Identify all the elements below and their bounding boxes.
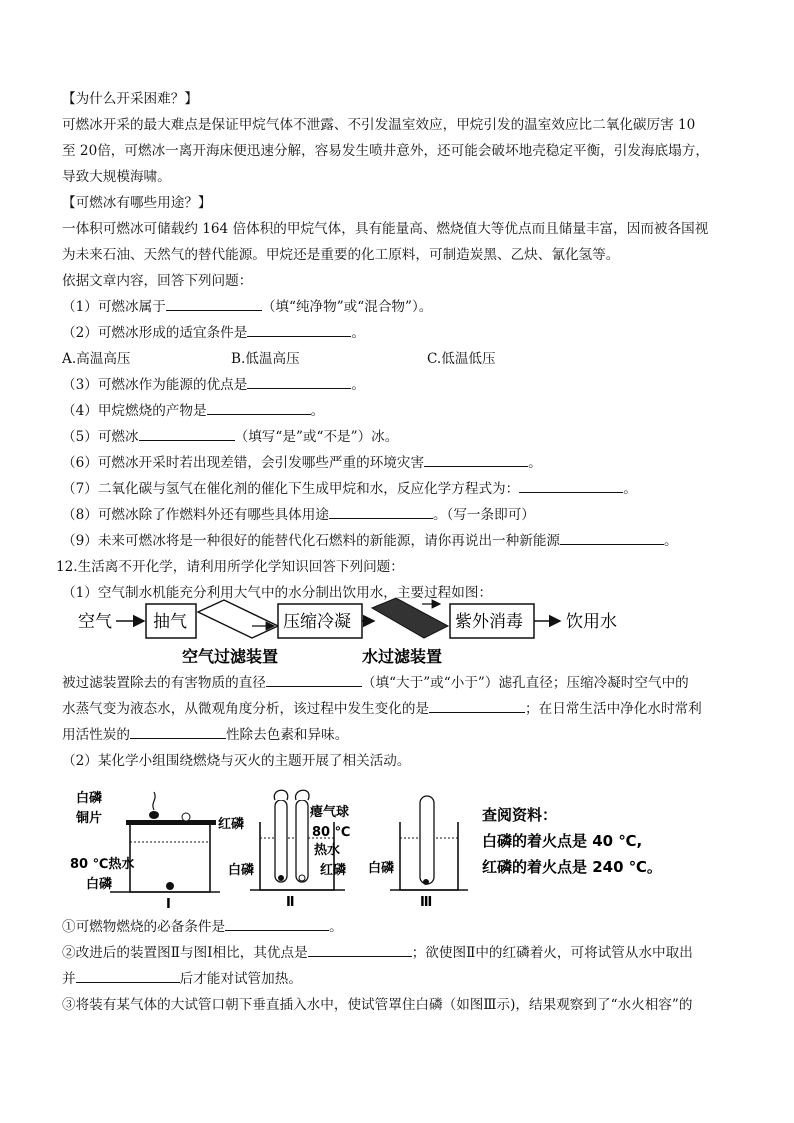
- answer-blank[interactable]: [247, 322, 351, 337]
- air-filter-label: 空气过滤装置: [182, 647, 279, 666]
- paragraph-line: 为未来石油、天然气的替代能源。甲烷还是重要的化工原料，可制造炭黑、乙炔、氰化氢等。: [62, 247, 620, 263]
- copper-sheet: [126, 820, 216, 825]
- balloon-icon: [274, 790, 287, 800]
- ref-line-2: 红磷的着火点是 240 ℃。: [482, 858, 662, 876]
- answer-blank[interactable]: [308, 942, 412, 957]
- option-c: C.低温低压: [427, 351, 496, 367]
- answer-blank[interactable]: [329, 504, 433, 519]
- flow-air-label: 空气: [78, 612, 112, 632]
- label-copper: 铜片: [76, 811, 103, 826]
- paragraph-line: 至 20倍，可燃冰一离开海床便迅速分解，容易发生喷井意外，还可能会破坏地壳稳定平衡，引发海底塌方，: [62, 143, 709, 159]
- question-5: （5）可燃冰 （填写“是”或“不是”）冰。: [62, 424, 734, 450]
- answer-blank[interactable]: [429, 698, 525, 713]
- flow-drink-label: 饮用水: [566, 612, 617, 632]
- part-1-line-3: 用活性炭的 性除去色素和异味。: [62, 722, 734, 748]
- answer-blank[interactable]: [207, 400, 311, 415]
- label-hot-water-2: 热水: [314, 843, 341, 858]
- balloon-icon: [296, 790, 310, 800]
- paragraph-line: 一体积可燃冰可储载约 164 倍体积的甲烷气体，具有能量高、燃烧值大等优点而且储量丰富，因而被各国视: [62, 221, 709, 237]
- label-white-p-3: 白磷: [228, 863, 255, 878]
- answer-blank[interactable]: [266, 672, 362, 687]
- label-white-p: 白磷: [76, 791, 103, 806]
- sub-question-3: ③将装有某气体的大试管口朝下垂直插入水中，使试管罩住白磷（如图Ⅲ示)，结果观察到了“水火相容”的: [62, 997, 693, 1013]
- label-balloon: 瘪气球: [310, 805, 350, 820]
- answer-blank[interactable]: [76, 968, 180, 983]
- question-3: （3）可燃冰作为能源的优点是 。: [62, 372, 734, 398]
- label-red-p: 红磷: [218, 817, 245, 832]
- document-page-bottom: [62, 914, 734, 1018]
- answer-blank[interactable]: [166, 296, 262, 311]
- label-red-p-3: 红磷: [320, 863, 347, 878]
- answer-blank[interactable]: [247, 374, 351, 389]
- answer-blank[interactable]: [139, 426, 235, 441]
- air-filter-shape: [198, 600, 278, 638]
- part-1-line-1: 被过滤装置除去的有害物质的直径 （填“大于”或“小于”）滤孔直径；压缩冷凝时空气中的: [62, 670, 734, 696]
- question-8: （8）可燃冰除了作燃料外还有哪些具体用途 。（写一条即可）: [62, 502, 734, 528]
- label-figure-II: Ⅱ: [286, 895, 295, 910]
- question-6: （6）可燃冰开采时若出现差错，会引发哪些严重的环境灾害 。: [62, 450, 734, 476]
- flow-uv-label: 紫外消毒: [455, 612, 523, 632]
- paragraph-line: 导致大规模海啸。: [62, 169, 171, 185]
- label-hot-water: 80 ℃热水: [70, 857, 135, 872]
- question-1: （1）可燃冰属于 （填“纯净物”或“混合物”）。: [62, 294, 734, 320]
- question-2-options: [62, 346, 734, 372]
- answer-blank[interactable]: [519, 478, 623, 493]
- answer-blank[interactable]: [424, 452, 528, 467]
- section-title: 【为什么开采困难？】: [62, 91, 198, 107]
- sub-question-2: ②改进后的装置图Ⅱ与图Ⅰ相比，其优点是 ；欲使图Ⅱ中的红磷着火，可将试管从水中取出: [62, 940, 734, 966]
- section-title: 【可燃冰有哪些用途？】: [62, 195, 212, 211]
- combustion-experiment-diagram: [70, 782, 710, 910]
- answer-blank[interactable]: [560, 530, 664, 545]
- document-page: [56, 86, 734, 606]
- question-12-part-1: （1）空气制水机能充分利用大气中的水分制出饮用水，主要过程如图：: [62, 585, 493, 601]
- label-figure-III: Ⅲ: [420, 895, 433, 910]
- document-page-lower: [62, 670, 734, 774]
- answer-blank[interactable]: [130, 724, 226, 739]
- question-4: （4）甲烷燃烧的产物是 。: [62, 398, 734, 424]
- sub-question-1: ①可燃物燃烧的必备条件是 。: [62, 914, 734, 940]
- question-2: （2）可燃冰形成的适宜条件是 。: [62, 320, 734, 346]
- part-1-line-2: 水蒸气变为液态水，从微观角度分析，该过程中发生变化的是 ；在日常生活中净化水时常利: [62, 696, 734, 722]
- ref-line-1: 白磷的着火点是 40 ℃,: [482, 832, 643, 850]
- question-9: （9）未来可燃冰将是一种很好的能替代化石燃料的新能源，请你再说出一种新能源 。: [62, 528, 734, 554]
- label-figure-I: Ⅰ: [166, 897, 171, 910]
- answer-blank[interactable]: [225, 916, 329, 931]
- label-white-p-2: 白磷: [86, 877, 113, 892]
- label-80c: 80 ℃: [312, 825, 351, 840]
- option-a: A.高温高压: [62, 351, 131, 367]
- air-water-machine-diagram: [72, 596, 632, 670]
- question-12-part-2: （2）某化学小组围绕燃烧与灭火的主题开展了相关活动。: [62, 753, 411, 769]
- water-filter-label: 水过滤装置: [362, 647, 443, 666]
- question-12-title: 12.生活离不开化学，请利用所学化学知识回答下列问题：: [56, 559, 404, 575]
- paragraph-line: 可燃冰开采的最大难点是保证甲烷气体不泄露、不引发温室效应，甲烷引发的温室效应比二氧化碳厉害 10: [62, 117, 696, 133]
- flow-compress-label: 压缩冷凝: [283, 612, 351, 632]
- prompt-line: 依据文章内容，回答下列问题：: [62, 273, 253, 289]
- question-7: （7）二氧化碳与氢气在催化剂的催化下生成甲烷和水，反应化学方程式为： 。: [62, 476, 734, 502]
- flow-pump-label: 抽气: [153, 612, 187, 632]
- option-b: B.低温高压: [231, 351, 300, 367]
- flame-icon: [153, 792, 155, 810]
- sub-question-2-cont: 并 后才能对试管加热。: [62, 966, 734, 992]
- label-white-p-4: 白磷: [368, 861, 395, 876]
- ref-title: 查阅资料：: [482, 806, 558, 824]
